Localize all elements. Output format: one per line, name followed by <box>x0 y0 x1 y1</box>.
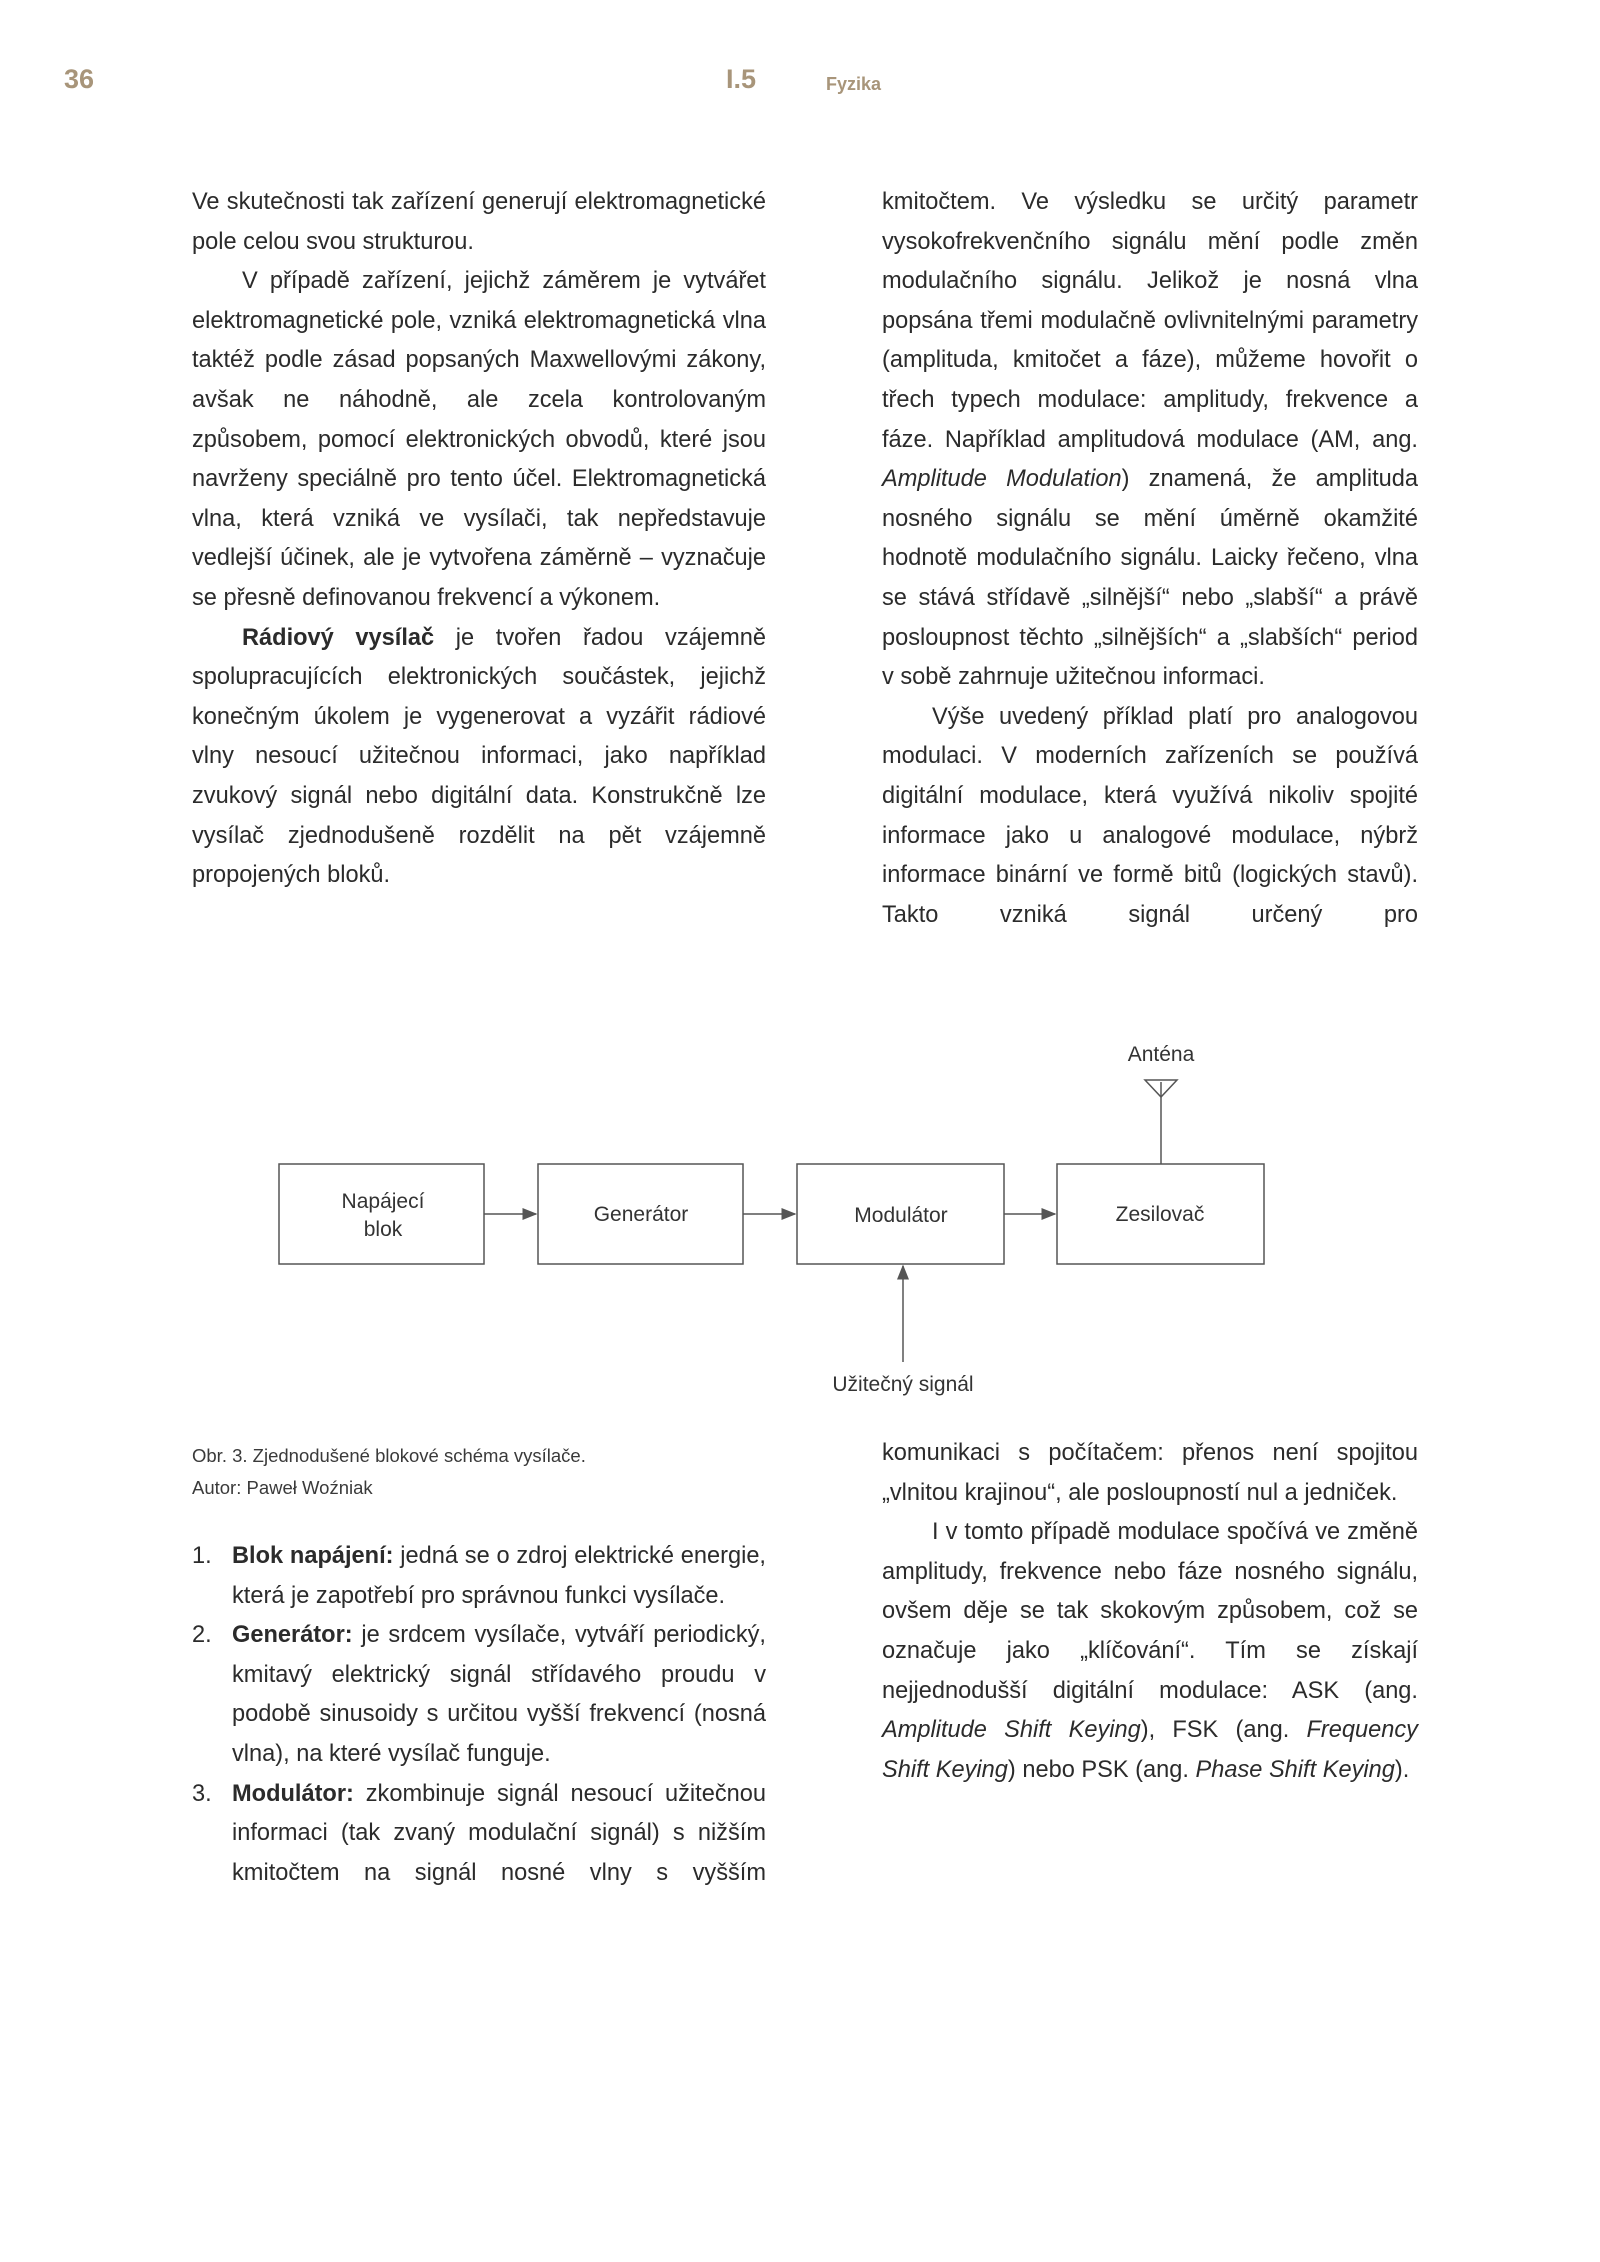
figure-caption: Obr. 3. Zjednodušené blokové schéma vysílače. Autor: Paweł Woźniak <box>192 1445 586 1498</box>
section-number: I.5 <box>726 64 757 94</box>
page-number: 36 <box>64 64 95 94</box>
paragraph: V případě zařízení, jejichž záměrem je vytvářet elektromagnetické pole, vzniká elektromagnetická vlna taktéž podle zásad popsaných Maxwellovými zákony, avšak ne náhodně, ale zcela kontrolovaným způsobem, pomocí elektronických obvodů, které jsou navrženy speciálně pro tento účel. Elektromagnetická vlna, která vzniká ve vysílači, tak nepředstavuje vedlejší účinek, ale je vytvořena záměrně – vyznačuje se přesně definovanou frekvencí a výkonem. <box>192 268 766 611</box>
paragraph: komunikaci s počítačem: přenos není spojitou „vlnitou krajinou“, ale posloupností nul a jedniček. <box>882 1440 1418 1506</box>
list-item: 2. Generátor: je srdcem vysílače, vytváří periodický, kmitavý elektrický signál střídavého proudu v podobě sinusoidy s určitou vyšší frekvencí (nosná vlna), na které vysílač funguje. <box>192 1622 766 1767</box>
list-item: 3. Modulátor: zkombinuje signál nesoucí užitečnou informaci (tak zvaný modulační signál) s nižším kmitočtem na signál nosné vlny s vyšším <box>192 1780 766 1886</box>
paragraph: Výše uvedený příklad platí pro analogovou modulaci. V moderních zařízeních se používá digitální modulace, která využívá nikoliv spojité informace jako u analogové modulace, nýbrž informace binární ve formě bitů (logických stavů). Takto vzniká signál určený pro <box>882 703 1418 928</box>
numbered-list <box>192 1537 766 1893</box>
paragraph: kmitočtem. Ve výsledku se určitý parametr vysokofrekvenčního signálu mění podle změn modulačního signálu. Jelikož je nosná vlna popsána třemi modulačně ovlivnitelnými parametry (amplituda, kmitočet a fáze), můžeme hovořit o třech typech modulace: amplitudy, frekvence a fáze. Například amplitudová modulace (AM, ang. Amplitude Modulation) znamená, že amplituda nosného signálu se mění úměrně okamžité hodnotě modulačního signálu. Laicky řečeno, vlna se stává střídavě „silnější“ nebo „slabší“ a právě posloupnost těchto „silnějších“ a „slabších“ period v sobě zahrnuje užitečnou informaci. <box>882 189 1418 691</box>
amplifier-label: Zesilovač <box>1115 1203 1205 1226</box>
paragraph: Ve skutečnosti tak zařízení generují elektromagnetické pole celou svou strukturou. <box>192 189 766 255</box>
antenna-icon <box>1145 1080 1177 1164</box>
generator-label: Generátor <box>593 1203 689 1226</box>
power-block <box>279 1164 484 1264</box>
antenna-label: Anténa <box>1127 1043 1195 1066</box>
right-column-lower <box>882 1434 1418 1790</box>
list-item: 1. Blok napájení: jedná se o zdroj elektrické energie, která je zapotřebí pro správnou funkci vysílače. <box>192 1543 766 1609</box>
paragraph: Rádiový vysílač je tvořen řadou vzájemně spolupracujících elektronických součástek, jejichž konečným úkolem je vygenerovat a vyzářit rádiové vlny nesoucí užitečnou informaci, jako například zvukový signál nebo digitální data. Konstrukčně lze vysílač zjednodušeně rozdělit na pět vzájemně propojených bloků. <box>192 624 766 889</box>
power-block-label: Napájecí <box>341 1190 425 1213</box>
power-block-label: blok <box>363 1218 403 1241</box>
input-signal-label: Užitečný signál <box>832 1373 974 1396</box>
subject-label: Fyzika <box>826 74 882 94</box>
paragraph: I v tomto případě modulace spočívá ve změně amplitudy, frekvence nebo fáze nosného signálu, ovšem děje se tak skokovým způsobem, což se označuje jako „klíčování“. Tím se získají nejjednodušší digitální modulace: ASK (ang. Amplitude Shift Keying), FSK (ang. Frequency Shift Keying) nebo PSK (ang. Phase Shift Keying). <box>882 1519 1418 1783</box>
modulator-label: Modulátor <box>854 1204 948 1227</box>
bold-term: Rádiový vysílač <box>242 624 435 651</box>
